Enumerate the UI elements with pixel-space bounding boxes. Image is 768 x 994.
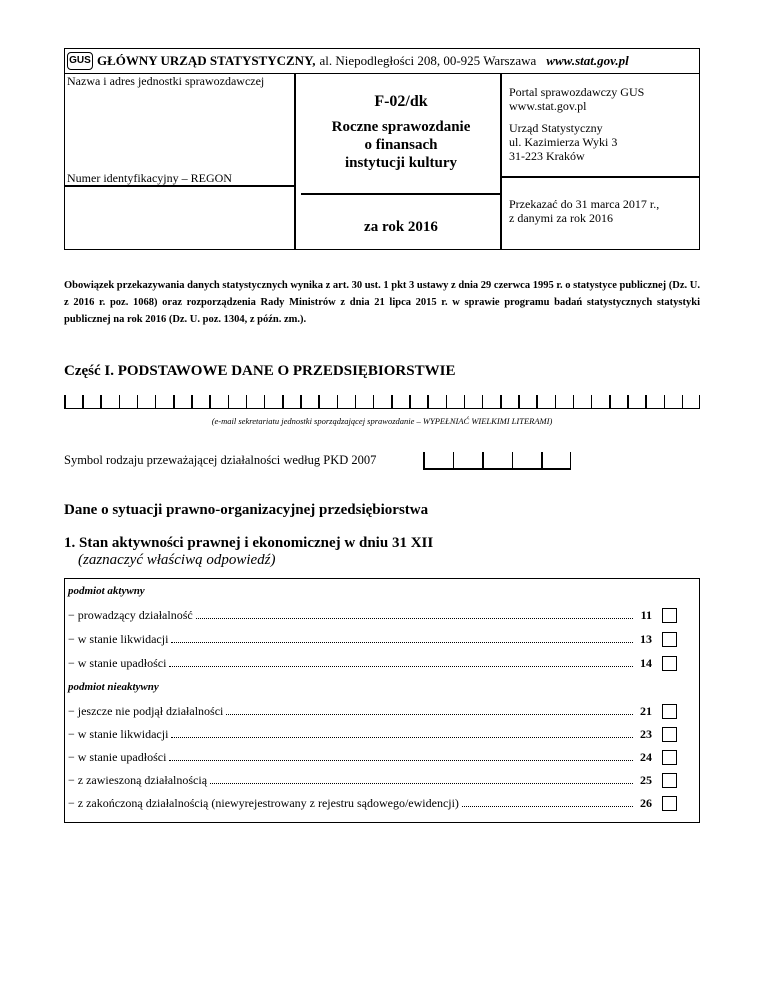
deadline-info: Przekazać do 31 marca 2017 r., z danymi za rok 2016 xyxy=(509,197,660,225)
cell-divider xyxy=(591,395,593,409)
cell-divider xyxy=(682,395,684,409)
cell-divider xyxy=(423,452,425,470)
cell-divider xyxy=(337,395,339,409)
option-row: − w stanie upadłości 24 xyxy=(68,750,652,764)
cell-divider xyxy=(427,395,429,409)
email-caption: (e-mail sekretariatu jednostki sporządzającej sprawozdanie – WYPEŁNIAĆ WIELKIMI LITERAMI) xyxy=(211,416,553,426)
cell-divider xyxy=(64,395,66,409)
cell-divider xyxy=(536,395,538,409)
cell-divider xyxy=(500,395,502,409)
cell-divider xyxy=(282,395,284,409)
regon-field[interactable] xyxy=(67,189,292,247)
cell-divider xyxy=(119,395,121,409)
form-title: Roczne sprawozdanie o finansach instytucji kultury xyxy=(331,119,471,171)
cell-divider xyxy=(264,395,266,409)
cell-divider xyxy=(318,395,320,409)
cell-divider xyxy=(555,395,557,409)
institution-address: al. Niepodległości 208, 00-925 Warszawa xyxy=(319,53,537,68)
option-checkbox-21[interactable] xyxy=(662,704,677,719)
cell-divider xyxy=(373,395,375,409)
cell-divider xyxy=(518,395,520,409)
cell-divider xyxy=(446,395,448,409)
regon-label: Numer identyfikacyjny – REGON xyxy=(67,171,232,185)
option-checkbox-23[interactable] xyxy=(662,727,677,742)
group-inactive-label: podmiot nieaktywny xyxy=(68,681,159,693)
option-row: − w stanie likwidacji 13 xyxy=(68,632,652,646)
cell-divider xyxy=(137,395,139,409)
option-row: − w stanie upadłości 14 xyxy=(68,656,652,670)
office-info: Urząd Statystyczny ul. Kazimierza Wyki 3 31-223 Kraków xyxy=(509,121,618,163)
cell-divider xyxy=(300,395,302,409)
institution-bar xyxy=(65,49,699,74)
portal-info: Portal sprawozdawczy GUS www.stat.gov.pl xyxy=(509,85,645,113)
question-instruction: (zaznaczyć właściwą odpowiedź) xyxy=(78,552,276,568)
option-row: − z zakończoną działalnością (niewyrejestrowany z rejestru sądowego/ewidencji) 26 xyxy=(68,796,652,810)
cell-divider xyxy=(512,452,514,470)
status-options xyxy=(64,578,700,823)
unit-name-label: Nazwa i adres jednostki sprawozdawczej xyxy=(67,74,265,88)
cell-divider xyxy=(355,395,357,409)
cell-divider xyxy=(664,395,666,409)
cell-divider xyxy=(609,395,611,409)
option-row: − jeszcze nie podjął działalności 21 xyxy=(68,704,652,718)
form-header xyxy=(64,48,700,250)
question-1: 1. Stan aktywności prawnej i ekonomicznej w dniu 31 XII xyxy=(64,535,434,551)
cell-divider xyxy=(573,395,575,409)
legal-status-heading: Dane o sytuacji prawno-organizacyjnej przedsiębiorstwa xyxy=(64,502,429,518)
cell-divider xyxy=(173,395,175,409)
cell-divider xyxy=(482,395,484,409)
option-checkbox-13[interactable] xyxy=(662,632,677,647)
option-row: − w stanie likwidacji 23 xyxy=(68,727,652,741)
cell-divider xyxy=(645,395,647,409)
cell-divider xyxy=(409,395,411,409)
cell-divider xyxy=(391,395,393,409)
pkd-field[interactable] xyxy=(423,452,571,470)
unit-name-field[interactable] xyxy=(67,91,292,181)
option-checkbox-26[interactable] xyxy=(662,796,677,811)
gus-logo-icon: GUS xyxy=(67,52,93,70)
cell-divider xyxy=(246,395,248,409)
option-checkbox-14[interactable] xyxy=(662,656,677,671)
option-checkbox-11[interactable] xyxy=(662,608,677,623)
cell-divider xyxy=(541,452,543,470)
email-field[interactable] xyxy=(64,395,700,409)
pkd-label: Symbol rodzaju przeważającej działalności według PKD 2007 xyxy=(64,453,377,467)
form-year: za rok 2016 xyxy=(364,219,438,235)
cell-divider xyxy=(453,452,455,470)
part1-title: Część I. PODSTAWOWE DANE O PRZEDSIĘBIORSTWIE xyxy=(64,363,456,379)
cell-divider xyxy=(209,395,211,409)
cell-divider xyxy=(482,452,484,470)
group-active-label: podmiot aktywny xyxy=(68,585,145,597)
cell-divider xyxy=(228,395,230,409)
form-code: F-02/dk xyxy=(374,93,428,110)
legal-notice: Obowiązek przekazywania danych statystycznych wynika z art. 30 ust. 1 pkt 3 ustawy z dnia 29 czerwca 1995 r. o statystyce publicznej (Dz. U. z 2016 r. poz. 1068) oraz rozporządzenia Rady Ministrów z dnia 21 lipca 2015 r. w sprawie programu badań statystycznych statystyki publicznej na rok 2016 (Dz. U. poz. 1304, z późn. zm.). xyxy=(64,280,700,325)
cell-divider xyxy=(699,395,701,409)
cell-divider xyxy=(100,395,102,409)
option-checkbox-24[interactable] xyxy=(662,750,677,765)
option-row: − prowadzący działalność 11 xyxy=(68,608,652,622)
institution-url[interactable]: www.stat.gov.pl xyxy=(546,53,629,68)
cell-divider xyxy=(82,395,84,409)
cell-divider xyxy=(191,395,193,409)
cell-divider xyxy=(570,452,572,470)
cell-divider xyxy=(155,395,157,409)
option-row: − z zawieszoną działalnością 25 xyxy=(68,773,652,787)
cell-divider xyxy=(464,395,466,409)
option-checkbox-25[interactable] xyxy=(662,773,677,788)
cell-divider xyxy=(627,395,629,409)
institution-name: GŁÓWNY URZĄD STATYSTYCZNY, xyxy=(97,53,316,68)
